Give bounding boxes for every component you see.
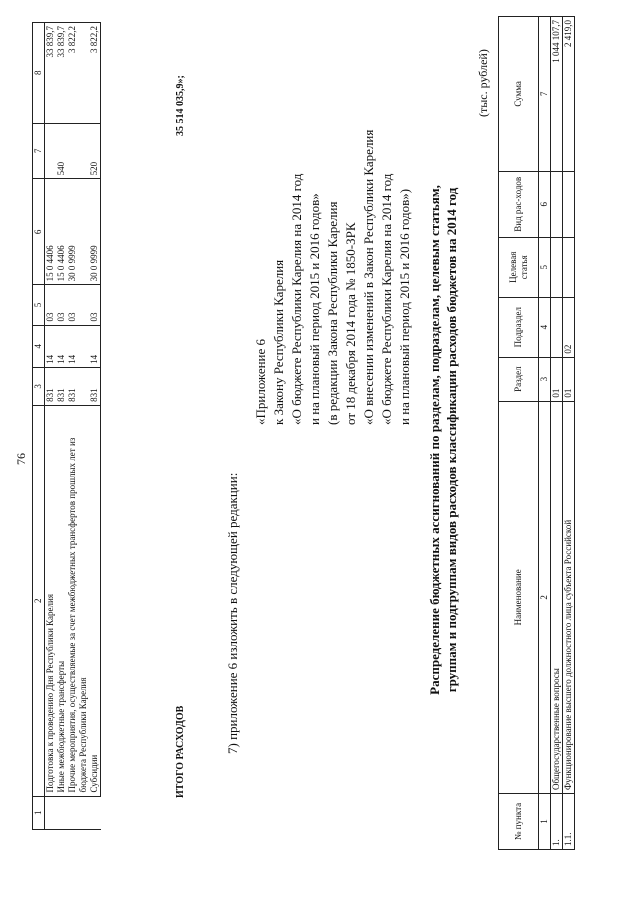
row-c4: 14 [89, 325, 101, 367]
header-cell: 2 [33, 405, 45, 796]
table-row [89, 23, 101, 830]
header-cell: 7 [33, 123, 45, 179]
appendix-line: от 18 декабря 2014 года № 1850-ЗРК [343, 222, 358, 425]
table-row [45, 23, 57, 830]
row-target [551, 237, 563, 297]
row-c8: 33 839,7 [45, 23, 57, 124]
row-name: Общегосударственные вопросы [551, 401, 563, 793]
row-c3: 831 [89, 367, 101, 405]
row-name: Субсидии [89, 405, 101, 796]
header-number: 3 [539, 357, 551, 401]
row-c8: 3 822,2 [67, 23, 89, 124]
header-cell: 3 [33, 367, 45, 405]
row-c7: 540 [56, 123, 67, 179]
header-cell: Вид рас-ходов [499, 171, 539, 237]
appendix-line: «О внесении изменений в Закон Республики Карелия [361, 129, 376, 425]
table-header-row [33, 23, 45, 830]
row-c3: 831 [56, 367, 67, 405]
row-c4: 14 [56, 325, 67, 367]
header-number: 2 [539, 401, 551, 793]
row-c6: 15 0 4406 [56, 179, 67, 285]
expenses-table [32, 22, 101, 830]
header-cell: № пункта [499, 794, 539, 850]
header-number: 4 [539, 297, 551, 357]
row-c7 [45, 123, 57, 179]
row-section: 01 [551, 357, 563, 401]
header-cell: 6 [33, 179, 45, 285]
row-section: 01 [563, 357, 575, 401]
row-c6: 15 0 4406 [45, 179, 57, 285]
row-name: Функционирование высшего должностного лица субъекта Российской [563, 401, 575, 793]
row-type [563, 171, 575, 237]
header-cell: Наименование [499, 401, 539, 793]
row-name: Иные межбюджетные трансферты [56, 405, 67, 796]
allocation-table [498, 16, 575, 850]
table-row [56, 23, 67, 830]
row-sum: 1 044 107,7 [551, 17, 563, 172]
row-type [551, 171, 563, 237]
header-number: 7 [539, 17, 551, 172]
total-label: ИТОГО РАСХОДОВ [175, 705, 186, 798]
appendix-line: к Закону Республики Карелия [271, 259, 286, 425]
table-header-row [499, 17, 539, 850]
table-row [563, 17, 575, 850]
header-number: 5 [539, 237, 551, 297]
row-name: Прочие мероприятия, осуществляемые за счет межбюджетных трансфертов прошлых лет из бюджета Республики Карелия [67, 405, 89, 796]
header-cell: 4 [33, 325, 45, 367]
appendix-line: «О бюджете Республики Карелия на 2014 год [379, 173, 394, 425]
heading-line: группам и подгруппам видов расходов классификации расходов бюджетов на 2014 год [444, 187, 459, 693]
row-name: Подготовка к проведению Дня Республики Карелия [45, 405, 57, 796]
row-c8: 33 839,7 [56, 23, 67, 124]
header-number: 1 [539, 794, 551, 850]
row-c7: 520 [89, 123, 101, 179]
header-cell: Сумма [499, 17, 539, 172]
row-c8: 3 822,2 [89, 23, 101, 124]
row-c4: 14 [45, 325, 57, 367]
row-subsection: 02 [563, 297, 575, 357]
heading-line: Распределение бюджетных ассигнований по разделам, подразделам, целевым статьям, [427, 185, 442, 695]
row-num: 1. [551, 794, 563, 850]
row-c5: 03 [89, 285, 101, 325]
row-c6: 30 0 9999 [67, 179, 89, 285]
row-c5: 03 [45, 285, 57, 325]
row-c5: 03 [67, 285, 89, 325]
header-cell: Целевая статья [499, 237, 539, 297]
row-c3: 831 [45, 367, 57, 405]
total-value: 35 514 035,9»; [175, 75, 186, 136]
header-cell: 1 [33, 796, 45, 829]
row-sum: 2 419,0 [563, 17, 575, 172]
appendix-line: (в редакции Закона Республики Карелия [325, 201, 340, 425]
appendix-line: и на плановый период 2015 и 2016 годов» [307, 193, 322, 425]
units-label: (тыс. рублей) [476, 49, 490, 117]
row-num: 1.1. [563, 794, 575, 850]
appendix-block [252, 130, 414, 425]
header-cell: 8 [33, 23, 45, 124]
table-number-row [539, 17, 551, 850]
header-cell: 5 [33, 285, 45, 325]
amendment-intro: 7) приложение 6 изложить в следующей редакции: [225, 472, 240, 754]
appendix-line: «Приложение 6 [253, 338, 268, 425]
row-c4: 14 [67, 325, 89, 367]
row-c5: 03 [56, 285, 67, 325]
header-cell: Раздел [499, 357, 539, 401]
section-heading [426, 115, 460, 765]
row-target [563, 237, 575, 297]
row-c7 [67, 123, 89, 179]
row-c6: 30 0 9999 [89, 179, 101, 285]
table-row [67, 23, 89, 830]
row-subsection [551, 297, 563, 357]
header-number: 6 [539, 171, 551, 237]
appendix-line: и на плановый период 2015 и 2016 годов») [397, 188, 412, 425]
header-cell: Подраздел [499, 297, 539, 357]
page-number: 76 [14, 453, 28, 465]
row-c3: 831 [67, 367, 89, 405]
appendix-line: «О бюджете Республики Карелия на 2014 год [289, 173, 304, 425]
table-row [551, 17, 563, 850]
